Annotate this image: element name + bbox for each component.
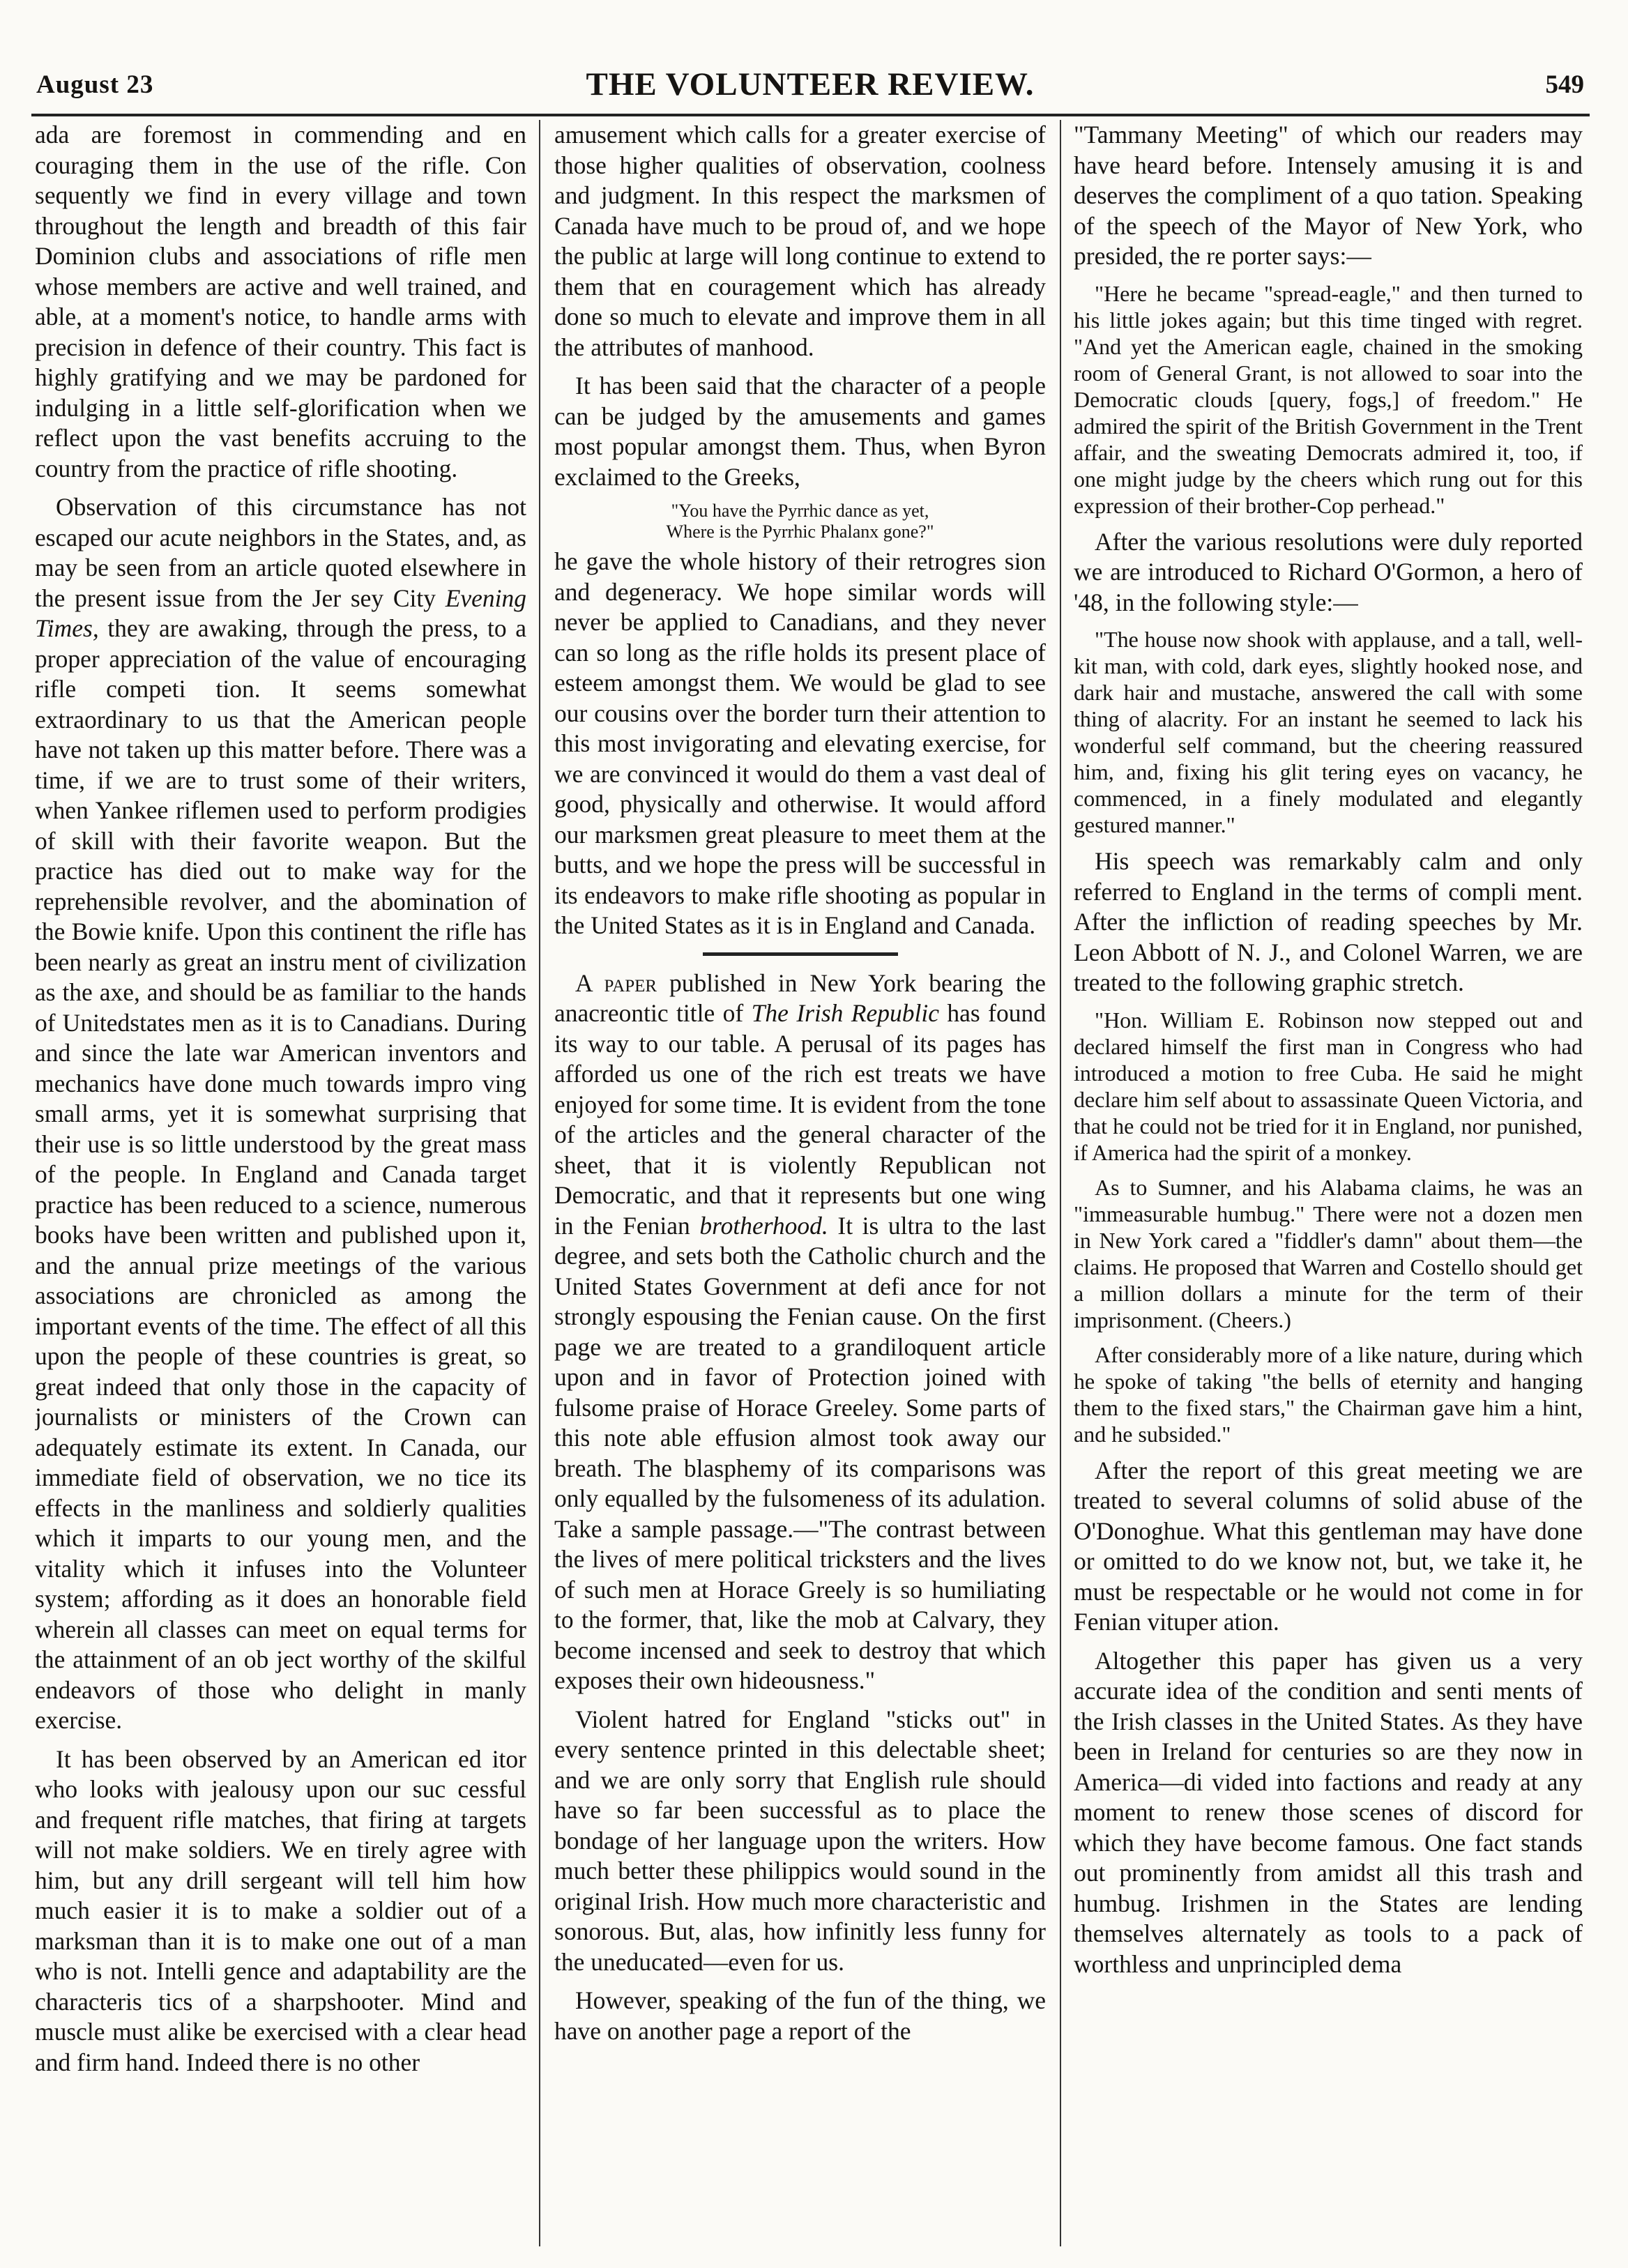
verse-line-2: Where is the Pyrrhic Phalanx gone?" bbox=[666, 522, 934, 542]
col2-paragraph-1: amusement which calls for a greater exercise of those higher qualities of observation, coolness and judgment. In this respect the marksmen of Canada have much to be proud of, and we hope the public at large will long continue to extend to them that en couragement which has already done so much to elevate and improve them in all the attributes of manhood. bbox=[554, 121, 1046, 361]
column-divider-2 bbox=[1060, 120, 1061, 2246]
header-rule bbox=[31, 114, 1590, 116]
paper-title-emphasis: The Irish Republic bbox=[751, 999, 939, 1027]
column-3 bbox=[1074, 120, 1583, 2253]
col2-paragraph-4 bbox=[554, 968, 1046, 1696]
page-header bbox=[36, 66, 1584, 112]
col2-paragraph-2: It has been said that the character of a people can be judged by the amusements and games most popular amongst them. Thus, when Byron exclaimed to the Greeks, bbox=[554, 372, 1046, 491]
col1-p2-text-b: they are awaking, through the press, to a proper appreciation of the value of encouraging rifle competi tion. It seems somewhat extraordinary to us that the American people have not taken up this matter before. There was a time, if we are to trust some of their writers, when Yankee riflemen used to perform prodigies of skill with their favorite weapon. But the practice has died out to make way for the reprehensible revolver, and the abomination of the Bowie knife. Upon this continent the rifle has been nearly as great an instru ment of civilization as the axe, and should be as familiar to the hands of Unitedstates men as it is to Canadians. During and since the late war American inventors and mechanics have done much towards impro ving small arms, yet it is somewhat surprising that their use is so little understood by the great mass of the people. In England and Canada target practice has been reduced to a science, numerous books have been written and published upon it, and the annual prize meetings of the various associations are chronicled as among the important events of the time. The effect of all this upon the people of these countries is great, so great indeed that only those in the capacity of journalists or ministers of the Crown can adequately estimate its extent. In Canada, our immediate field of observation, we no tice its effects in the manliness and soldierly qualities which it imparts to our young men, and the vitality which it infuses into the Volunteer system; affording as it does an honorable field wherein all classes can meet on equal terms for the attainment of an ob ject worthy of the skilful endeavors of those who delight in manly exercise. bbox=[35, 614, 526, 1734]
header-date: August 23 bbox=[36, 70, 154, 99]
article-separator bbox=[703, 952, 898, 956]
col3-paragraph-5: Altogether this paper has given us a very accurate idea of the condition and senti ments of the Irish classes in the United States. As they have been in Ireland for centuries so are they now in America—di vided into factions and ready at any moment to renew those scenes of discord for which they have become famous. One fact stands out prominently from amidst all this trash and humbug. Irishmen in the States are lending themselves alternately as tools to a pack of worthless and unprincipled dema bbox=[1074, 1646, 1583, 1978]
brotherhood-emphasis: brotherhood. bbox=[699, 1211, 828, 1240]
col3-paragraph-1: "Tammany Meeting" of which our readers may have heard before. Intensely amusing it is and deserves the compliment of a quo tation. Speaking of the speech of the Mayor of New York, who presided, the re porter says:— bbox=[1074, 121, 1583, 270]
verse-line-1: "You have the Pyrrhic dance as yet, bbox=[671, 501, 929, 521]
column-2 bbox=[554, 120, 1046, 2253]
col1-paragraph-3: It has been observed by an American ed itor who looks with jealousy upon our suc cessful and frequent rifle matches, that firing at targets will not make soldiers. We en tirely agree with him, but any drill sergeant will tell him how much easier it is to make a soldier out of a marksman than it is to make one out of a man who is not. Intelli gence and adaptability are the characteris tics of a sharpshooter. Mind and muscle must alike be exercised with a clear head and firm hand. Indeed there is no other bbox=[35, 1744, 526, 2076]
col3-paragraph-3: His speech was remarkably calm and only referred to England in the terms of compli ment. After the infliction of reading speeches by Mr. Leon Abbott of N. J., and Colonel Warren, we are treated to the following graphic stretch. bbox=[1074, 847, 1583, 996]
col3-quote-1: "Here he became "spread-eagle," and then turned to his little jokes again; but this time tinged with regret. "And yet the American eagle, chained in the smoking room of General Grant, is not allowed to soar into the Democratic clouds [query, fogs,] of freedom." He admired the spirit of the British Government in the Trent affair, and the sweating Democrats admired it, too, if one might judge by the cheers which rung out for this expression of their brother-Cop perhead." bbox=[1074, 280, 1583, 518]
col2-p4-text-c: It is ultra to the last degree, and sets both the Catholic church and the United States Government at defi ance for not strongly espousing the Fenian cause. On the first page we are treated to a grandiloquent article upon and in favor of Protection joined with fulsome praise of Horace Greeley. Some parts of this note able effusion almost took away our breath. The blasphemy of its comparisons was only equalled by the fulsomeness of its adulation. Take a sample passage.—"The contrast between the lives of mere political tricksters and the lives of such men at Horace Greely is so humiliating to the former, that, like the mob at Calvary, they become incensed and seek to destroy that which exposes their own hideousness." bbox=[554, 1211, 1046, 1694]
col2-paragraph-5: Violent hatred for England "sticks out" in every sentence printed in this delectable sheet; and we are only sorry that English rule should have so far been successful as to place the bondage of her language upon the writers. How much better these philippics would sound in the original Irish. How much more characteristic and sonorous. But, alas, how infinitly less funny for the uneducated—even for us. bbox=[554, 1705, 1046, 1976]
col2-p4-text-b: has found its way to our table. A perusal of its pages has afforded us one of the rich est treats we have enjoyed for some time. It is evident from the tone of the articles and the general character of the sheet, that it is violently Republican not Democratic, and that it represents but one wing in the Fenian bbox=[554, 999, 1046, 1240]
newspaper-name-emphasis: Evening Times, bbox=[35, 584, 526, 642]
article-lead-smallcaps: A paper bbox=[575, 968, 657, 997]
masthead-title: THE VOLUNTEER REVIEW. bbox=[586, 66, 1035, 102]
col1-p2-text-a: Observation of this circumstance has not escaped our acute neighbors in the States, and, as may be seen from an article quoted elsewhere in the present issue from the Jer sey City bbox=[35, 493, 526, 612]
col1-paragraph-2 bbox=[35, 492, 526, 1736]
col3-paragraph-2: After the various resolutions were duly reported we are introduced to Richard O'Gormon, a hero of '48, in the following style:— bbox=[1074, 527, 1583, 616]
col3-quote-2: "The house now shook with applause, and a tall, well-kit man, with cold, dark eyes, slightly hooked nose, and dark hair and mustache, answered the call with some thing of alacrity. For an instant he seemed to lack his wonderful self command, but the cheering reassured him, and, fixing his glit tering eyes on vacancy, he commenced, in a finely modulated and elegantly gestured manner." bbox=[1074, 627, 1583, 837]
col3-quote-3: "Hon. William E. Robinson now stepped out and declared himself the first man in Congress who had introduced a motion to free Cuba. He said he might declare him self about to assassinate Queen Victoria, and that he could not be tried for it in England, nor punished, if America had the spirit of a monkey. bbox=[1074, 1007, 1583, 1165]
col2-paragraph-3: he gave the whole history of their retrogres sion and degeneracy. We hope similar words will never be applied to Canadians, and they never can so long as the rifle holds its present place of esteem amongst them. We would be glad to see our cousins over the border turn their attention to this most invigorating and elevating exercise, for we are convinced it would do them a vast deal of good, physically and otherwise. It would afford our marksmen great pleasure to meet them at the butts, and we hope the press will be successful in its endeavors to make rifle shooting as popular in the United States as it is in England and Canada. bbox=[554, 547, 1046, 939]
col2-paragraph-6: However, speaking of the fun of the thing, we have on another page a report of the bbox=[554, 1986, 1046, 2045]
column-divider-1 bbox=[539, 120, 540, 2246]
col2-p4-text-a: published in New York bearing the anacreontic title of bbox=[554, 968, 1046, 1027]
col1-paragraph-1: ada are foremost in commending and en couraging them in the use of the rifle. Con sequently we find in every village and town throughout the length and breadth of this fair Dominion clubs and associations of rifle men whose members are active and well trained, and able, at a moment's notice, to handle arms with precision in defence of their country. This fact is highly gratifying and we may be pardoned for indulging in a little self-glorification when we reflect upon the vast benefits accruing to the country from the practice of rifle shooting. bbox=[35, 121, 526, 482]
column-1 bbox=[35, 120, 526, 2253]
col3-paragraph-4: After the report of this great meeting we are treated to several columns of solid abuse of the O'Donoghue. What this gentleman may have done or omitted to do we know not, but, we take it, he must be respectable or he would not come in for Fenian vituper ation. bbox=[1074, 1456, 1583, 1636]
col3-quote-4: As to Sumner, and his Alabama claims, he was an "immeasurable humbug." There were not a dozen men in New York cared a "fiddler's damn" about them—the claims. He proposed that Warren and Costello should get a million dollars a minute for the term of their imprisonment. (Cheers.) bbox=[1074, 1174, 1583, 1332]
col3-quote-5: After considerably more of a like nature, during which he spoke of taking "the bells of eternity and hanging them to the fixed stars," the Chairman gave him a hint, and he subsided." bbox=[1074, 1341, 1583, 1447]
page-number: 549 bbox=[1545, 70, 1584, 99]
byron-quote bbox=[554, 501, 1046, 542]
